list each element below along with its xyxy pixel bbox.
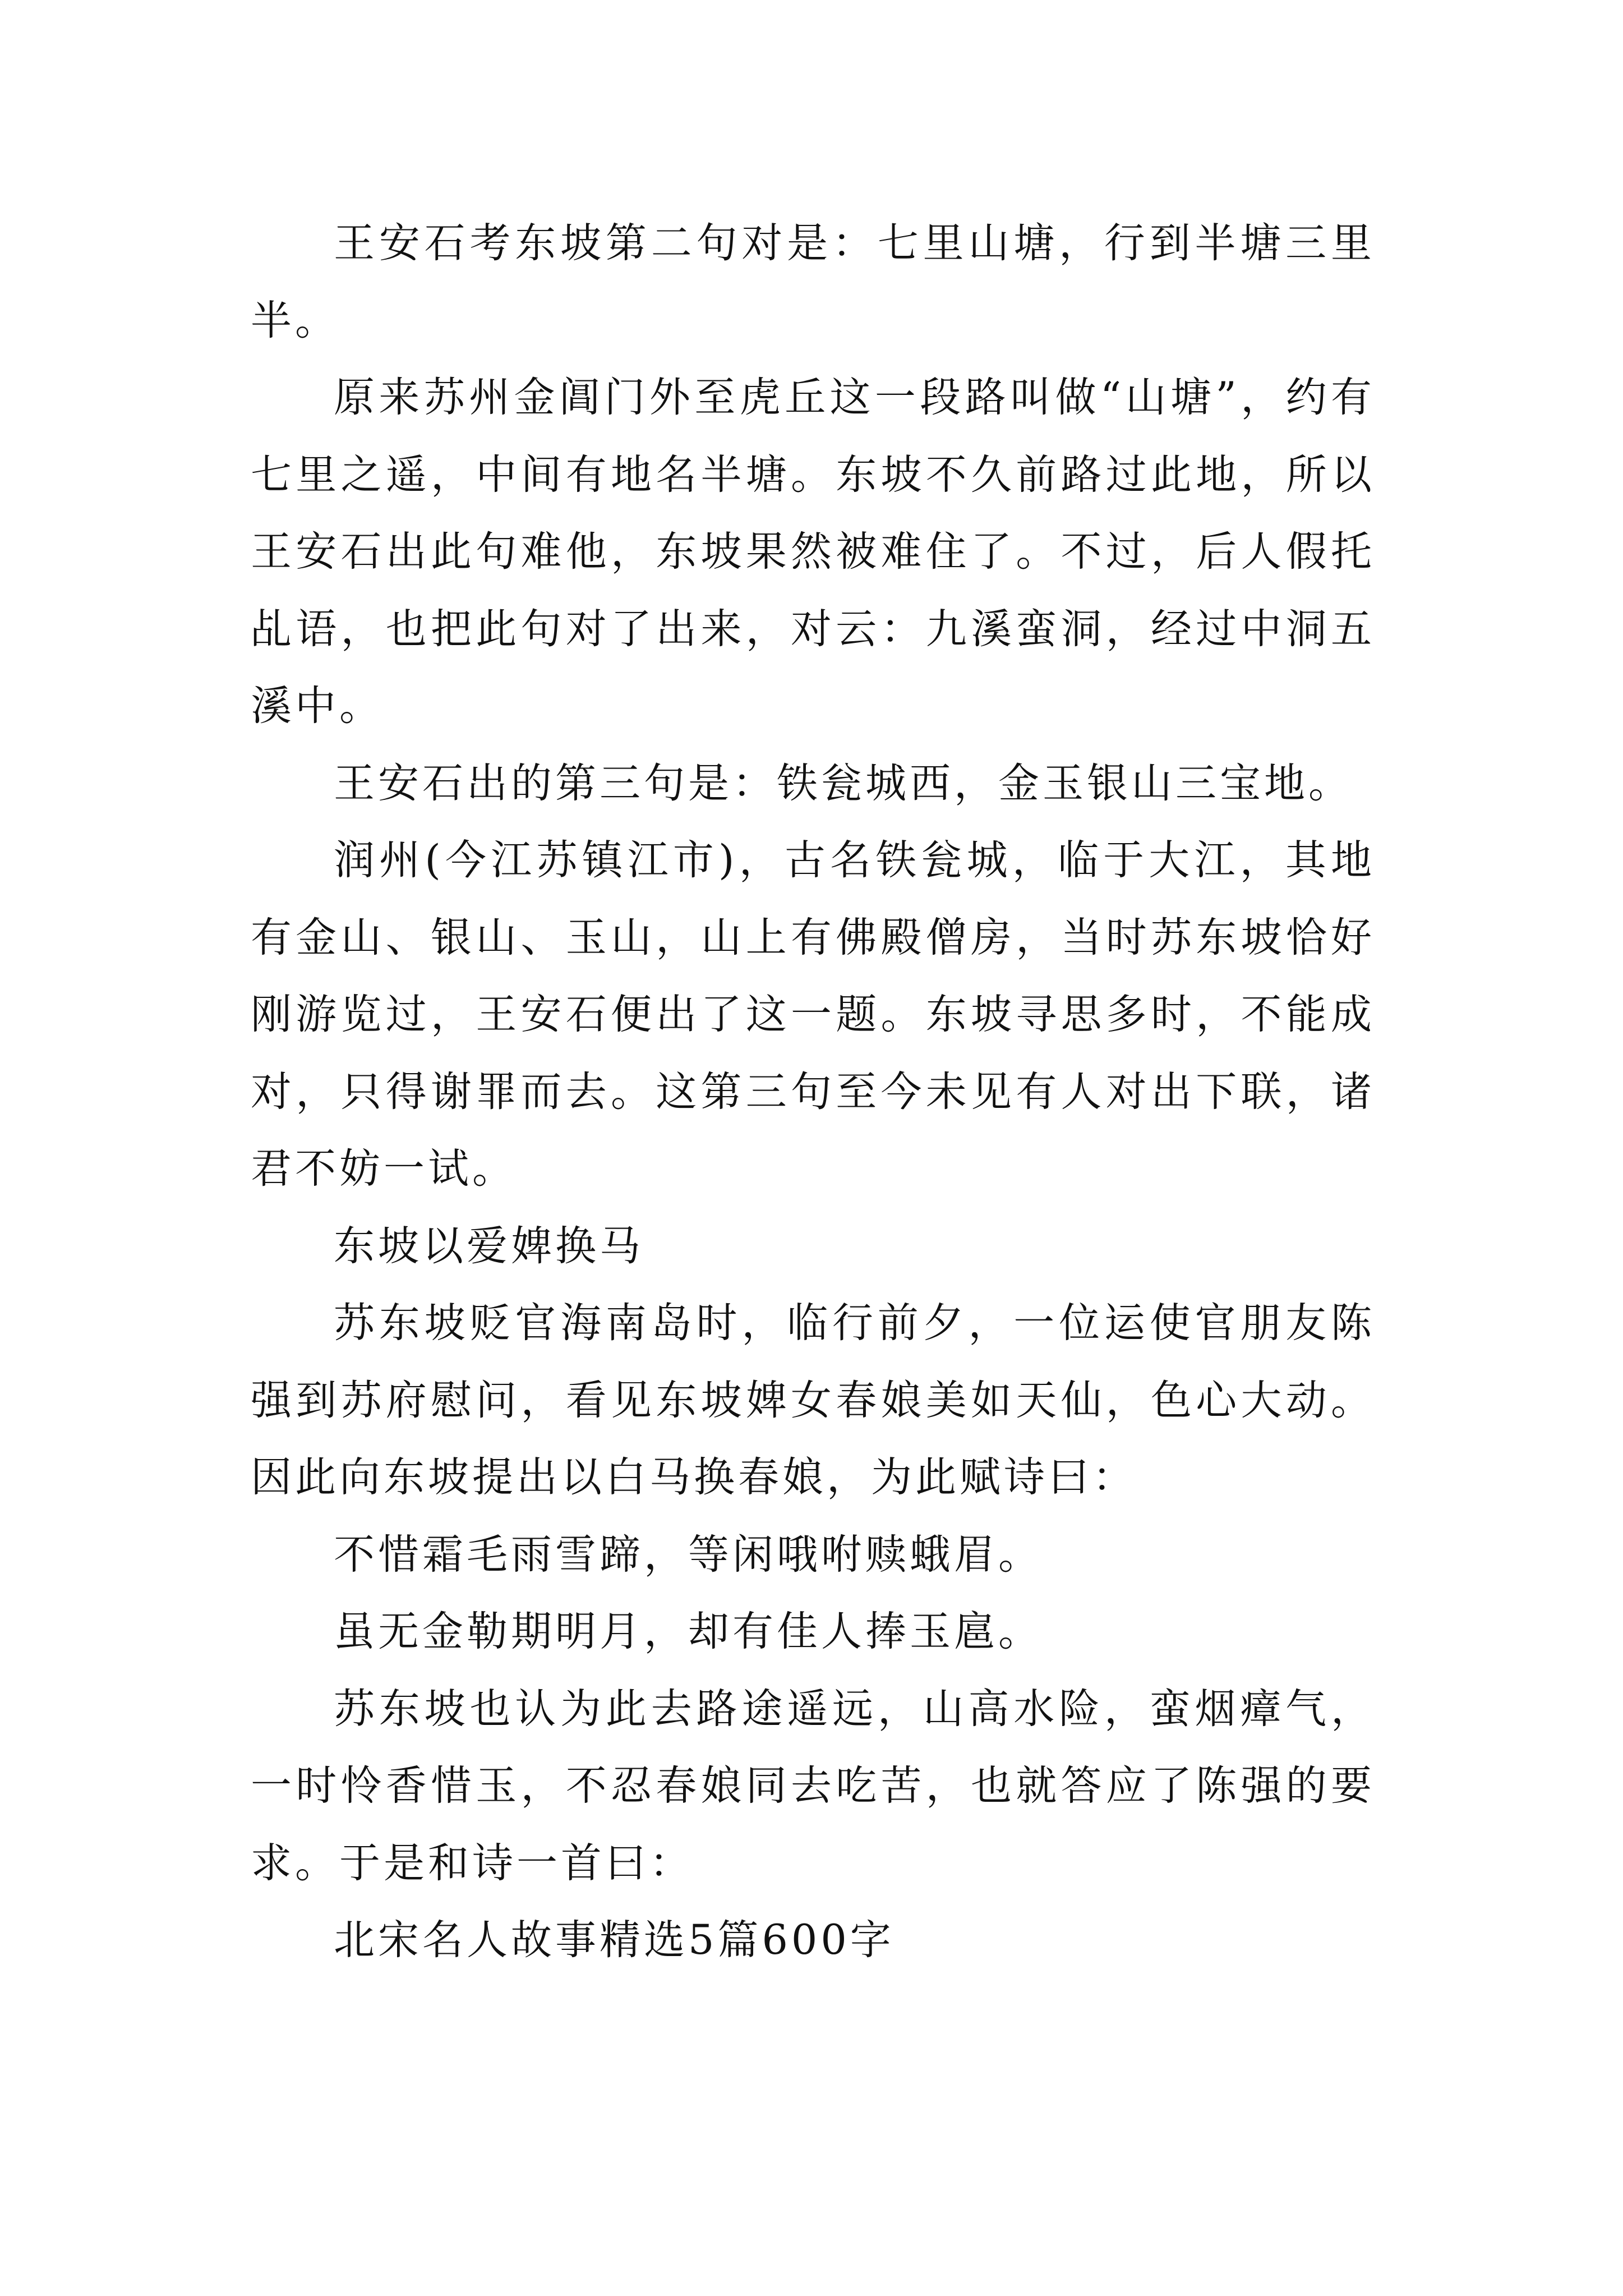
paragraph: 苏东坡也认为此去路途遥远，山高水险，蛮烟瘴气，一时怜香惜玉，不忍春娘同去吃苦，也就答应了陈强的要求。于是和诗一首曰： xyxy=(251,1685,1375,1887)
poem-line: 不惜霜毛雨雪蹄，等闲哦咐赎蛾眉。 xyxy=(334,1530,1043,1579)
document-title-line: 北宋名人故事精选5篇600字 xyxy=(334,1916,895,1964)
poem-line: 虽无金勒期明月，却有佳人捧玉扈。 xyxy=(334,1608,1043,1655)
paragraph: 润州(今江苏镇江市)，古名铁瓮城，临于大江，其地有金山、银山、玉山，山上有佛殿僧房，当时苏东坡恰好刚游览过，王安石便出了这一题。东坡寻思多时，不能成对，只得谢罪而去。这第三句至今未见有人对出下联，诸君不妨一试。 xyxy=(251,836,1375,1193)
paragraph: 原来苏州金阊门外至虎丘这一段路叫做“山塘”，约有七里之遥，中间有地名半塘。东坡不久前路过此地，所以王安石出此句难他，东坡果然被难住了。不过，后人假托乩语，也把此句对了出来，对云：九溪蛮洞，经过中洞五溪中。 xyxy=(251,374,1375,730)
document-body xyxy=(251,205,1375,1979)
paragraph: 苏东坡贬官海南岛时，临行前夕，一位运使官朋友陈强到苏府慰问，看见东坡婢女春娘美如天仙，色心大动。因此向东坡提出以白马换春娘，为此赋诗曰： xyxy=(251,1299,1375,1501)
paragraph: 王安石考东坡第二句对是：七里山塘，行到半塘三里半。 xyxy=(251,219,1375,344)
section-heading: 东坡以爱婢换马 xyxy=(334,1222,644,1270)
paragraph: 王安石出的第三句是：铁瓮城西，金玉银山三宝地。 xyxy=(334,759,1353,807)
